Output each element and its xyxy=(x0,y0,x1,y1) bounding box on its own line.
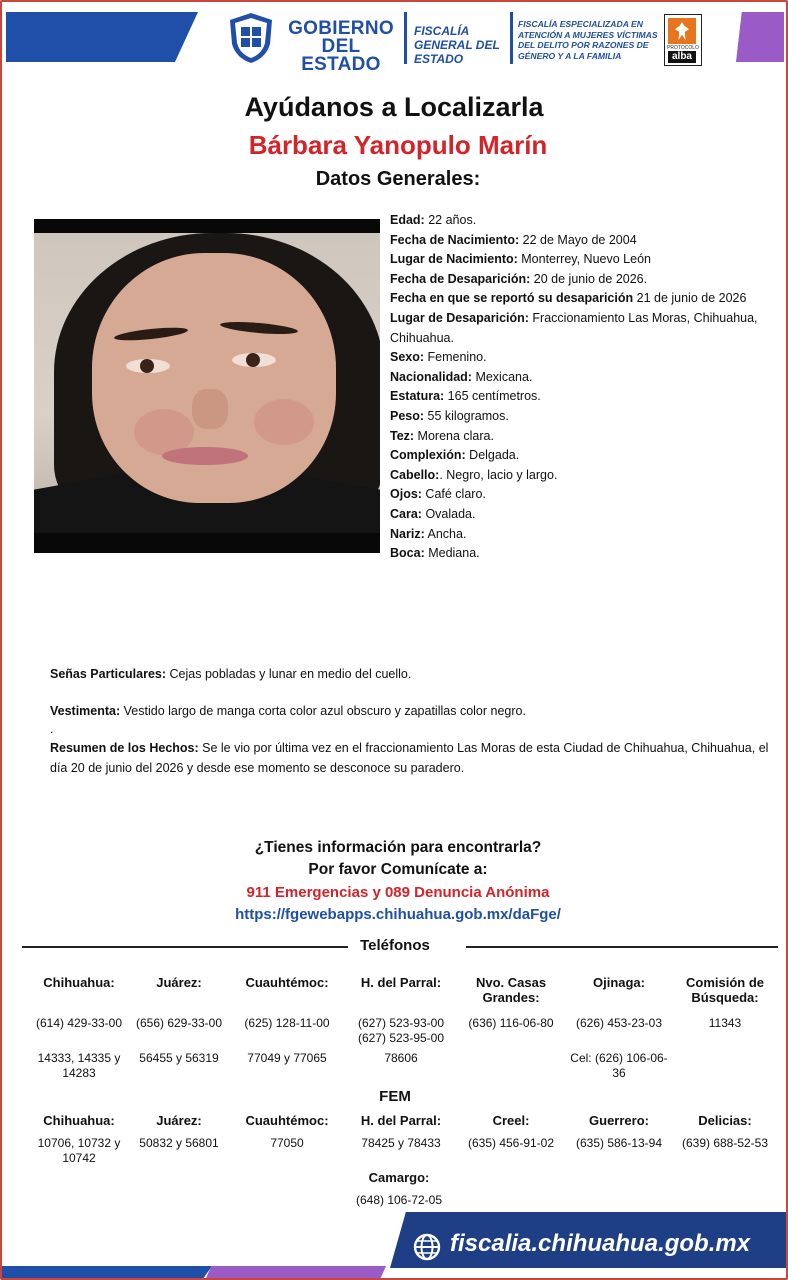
telefonos-header-cell: Comisión de Búsqueda: xyxy=(685,975,764,1005)
section-title-datos-generales: Datos Generales: xyxy=(315,168,481,190)
fem-cell: 50832 y 56801 xyxy=(139,1136,219,1150)
detail-label: Tez: xyxy=(390,428,415,443)
detail-label: Cara: xyxy=(390,506,422,521)
camargo-label: Camargo: xyxy=(368,1170,430,1185)
info-question: ¿Tienes información para encontrarla? xyxy=(254,839,542,856)
detail-row xyxy=(390,427,770,447)
detail-label: Fecha en que se reportó su desaparición xyxy=(390,291,634,306)
fem-header-cell: Guerrero: xyxy=(589,1113,649,1128)
globe-icon xyxy=(412,1232,442,1262)
resumen-hechos: Resumen de los Hechos: Se le vio por última vez en el fraccionamiento Las Moras de esta Ciudad de Chihuahua, Chihuahua, el día 20 de junio del 2026 y desde ese momento se desconoce su paradero. xyxy=(50,741,769,775)
general-data-list xyxy=(390,211,770,564)
fem-title: FEM xyxy=(379,1088,411,1105)
detail-label: Peso: xyxy=(390,408,425,423)
fem-header-cell: H. del Parral: xyxy=(360,1113,442,1128)
divider-line xyxy=(22,946,348,948)
emergency-numbers: 911 Emergencias y 089 Denuncia Anónima xyxy=(246,884,550,901)
fem-logo-text: FISCALÍA ESPECIALIZADA EN ATENCIÓN A MUJERES VÍCTIMAS DEL DELITO POR RAZONES DE GÉNERO Y A LA FAMILIA xyxy=(518,19,658,61)
detail-value: Monterrey, Nuevo León xyxy=(517,252,651,267)
detail-label: Edad: xyxy=(390,213,425,227)
detail-row xyxy=(390,348,770,368)
person-name: Bárbara Yanopulo Marín xyxy=(248,130,548,160)
detail-label: Ojos: xyxy=(390,487,422,502)
telefonos-header-cell: Nvo. Casas Grandes: xyxy=(475,975,547,1005)
detail-label: Boca: xyxy=(390,546,425,561)
senas-particulares: Señas Particulares: Cejas pobladas y lunar en medio del cuello. xyxy=(50,667,412,681)
person-photo xyxy=(34,219,380,553)
detail-row xyxy=(390,309,770,348)
footer-blue-band xyxy=(2,1266,212,1278)
detail-value: Ancha. xyxy=(424,526,467,541)
detail-label: Fecha de Desaparición: xyxy=(390,271,531,286)
detail-value: 22 años. xyxy=(424,213,477,227)
detail-value: Fraccionamiento Las Moras, Chihuahua, Chihuahua. xyxy=(390,310,758,345)
detail-value: 21 de junio de 2026 xyxy=(633,291,747,306)
detail-value: 22 de Mayo de 2004 xyxy=(519,232,637,247)
detail-label: Sexo: xyxy=(390,350,425,365)
detail-value: Femenino. xyxy=(424,350,487,365)
footer-website[interactable]: fiscalia.chihuahua.gob.mx xyxy=(450,1230,751,1257)
detail-row xyxy=(390,250,770,270)
fem-header-cell: Creel: xyxy=(492,1113,530,1128)
detail-value: Morena clara. xyxy=(414,428,494,443)
telefonos-header-cell: H. del Parral: xyxy=(360,975,442,990)
detail-row xyxy=(390,368,770,388)
telefonos-cell: (625) 128-11-00 xyxy=(244,1016,330,1030)
header-divider xyxy=(510,12,513,64)
detail-value: Mediana. xyxy=(424,546,480,561)
detail-row xyxy=(390,466,770,486)
fem-header-cell: Chihuahua: xyxy=(43,1113,115,1128)
detail-row xyxy=(390,231,770,251)
detail-row xyxy=(390,270,770,290)
detail-value: 55 kilogramos. xyxy=(424,408,509,423)
telefonos-title: Teléfonos xyxy=(360,937,430,954)
detail-label: Complexión: xyxy=(390,448,466,463)
state-shield-icon xyxy=(228,12,274,64)
poster-title: Ayúdanos a Localizarla xyxy=(244,92,544,122)
detail-value: 165 centímetros. xyxy=(444,389,541,404)
contact-cta: Por favor Comunícate a: xyxy=(308,861,488,878)
detail-value: Delgada. xyxy=(465,448,520,463)
detail-label: Nacionalidad: xyxy=(390,369,472,384)
detail-row xyxy=(390,544,770,564)
telefonos-header-cell: Cuauhtémoc: xyxy=(245,975,329,990)
detail-row xyxy=(390,446,770,466)
detail-label: Nariz: xyxy=(390,526,425,541)
vestimenta: Vestimenta: Vestido largo de manga corta color azul obscuro y zapatillas color negro. xyxy=(50,704,526,718)
detail-value: Café claro. xyxy=(421,487,486,502)
report-link[interactable]: https://fgewebapps.chihuahua.gob.mx/daFge/ xyxy=(235,906,561,923)
detail-value: Ovalada. xyxy=(421,506,476,521)
detail-label: Lugar de Nacimiento: xyxy=(390,252,518,267)
fem-cell: 78425 y 78433 xyxy=(361,1136,441,1150)
detail-label: Lugar de Desaparición: xyxy=(390,310,529,325)
detail-row xyxy=(390,289,770,309)
stray-dot: . xyxy=(50,722,54,736)
detail-value: Mexicana. xyxy=(471,369,533,384)
telefonos-cell: (627) 523-93-00 (627) 523-95-00 xyxy=(357,1016,445,1045)
fem-header-cell: Cuauhtémoc: xyxy=(245,1113,329,1128)
telefonos-cell: (626) 453-23-03 xyxy=(575,1016,663,1030)
telefonos-cell: (614) 429-33-00 xyxy=(35,1016,123,1030)
detail-row xyxy=(390,387,770,407)
telefonos-cell: 78606 xyxy=(384,1051,418,1065)
fem-cell: (635) 586-13-94 xyxy=(575,1136,663,1150)
detail-value: 20 de junio de 2026. xyxy=(530,271,648,286)
detail-row xyxy=(390,525,770,545)
alba-protocol-logo: PROTOCOLO alba xyxy=(664,14,702,66)
fem-cell: (635) 456-91-02 xyxy=(467,1136,555,1150)
telefonos-cell: (656) 629-33-00 xyxy=(135,1016,223,1030)
detail-label: Fecha de Nacimiento: xyxy=(390,232,520,247)
header-blue-band xyxy=(6,12,198,62)
detail-value: . Negro, lacio y largo. xyxy=(439,467,558,482)
fiscalia-logo-text: FISCALÍA GENERAL DEL ESTADO xyxy=(414,24,500,66)
telefonos-header-cell: Chihuahua: xyxy=(43,975,115,990)
fem-header-cell: Juárez: xyxy=(156,1113,202,1128)
telefonos-header-cell: Juárez: xyxy=(156,975,202,990)
telefonos-cell: 56455 y 56319 xyxy=(139,1051,219,1065)
footer-purple-band xyxy=(206,1266,386,1278)
detail-row xyxy=(390,211,770,231)
telefonos-cell: 14333, 14335 y 14283 xyxy=(37,1051,121,1080)
detail-label: Estatura: xyxy=(390,389,445,404)
telefonos-cell: 11343 xyxy=(708,1016,742,1030)
detail-label: Cabello: xyxy=(390,467,440,482)
fem-cell: (639) 688-52-53 xyxy=(681,1136,769,1150)
telefonos-cell: Cel: (626) 106-06-36 xyxy=(570,1051,668,1080)
telefonos-header-cell: Ojinaga: xyxy=(592,975,645,990)
telefonos-cell: 77049 y 77065 xyxy=(247,1051,327,1065)
detail-row xyxy=(390,407,770,427)
telefonos-cell: (636) 116-06-80 xyxy=(468,1016,554,1030)
gobierno-logo-text: GOBIERNO DEL ESTADO xyxy=(288,18,394,75)
camargo-phone: (648) 106-72-05 xyxy=(355,1193,443,1207)
header-divider xyxy=(404,12,407,64)
detail-row xyxy=(390,485,770,505)
detail-row xyxy=(390,505,770,525)
fem-header-cell: Delicias: xyxy=(698,1113,752,1128)
header-purple-band xyxy=(736,12,784,62)
fem-cell: 77050 xyxy=(270,1136,304,1150)
divider-line xyxy=(466,946,778,948)
fem-cell: 10706, 10732 y 10742 xyxy=(37,1136,121,1165)
